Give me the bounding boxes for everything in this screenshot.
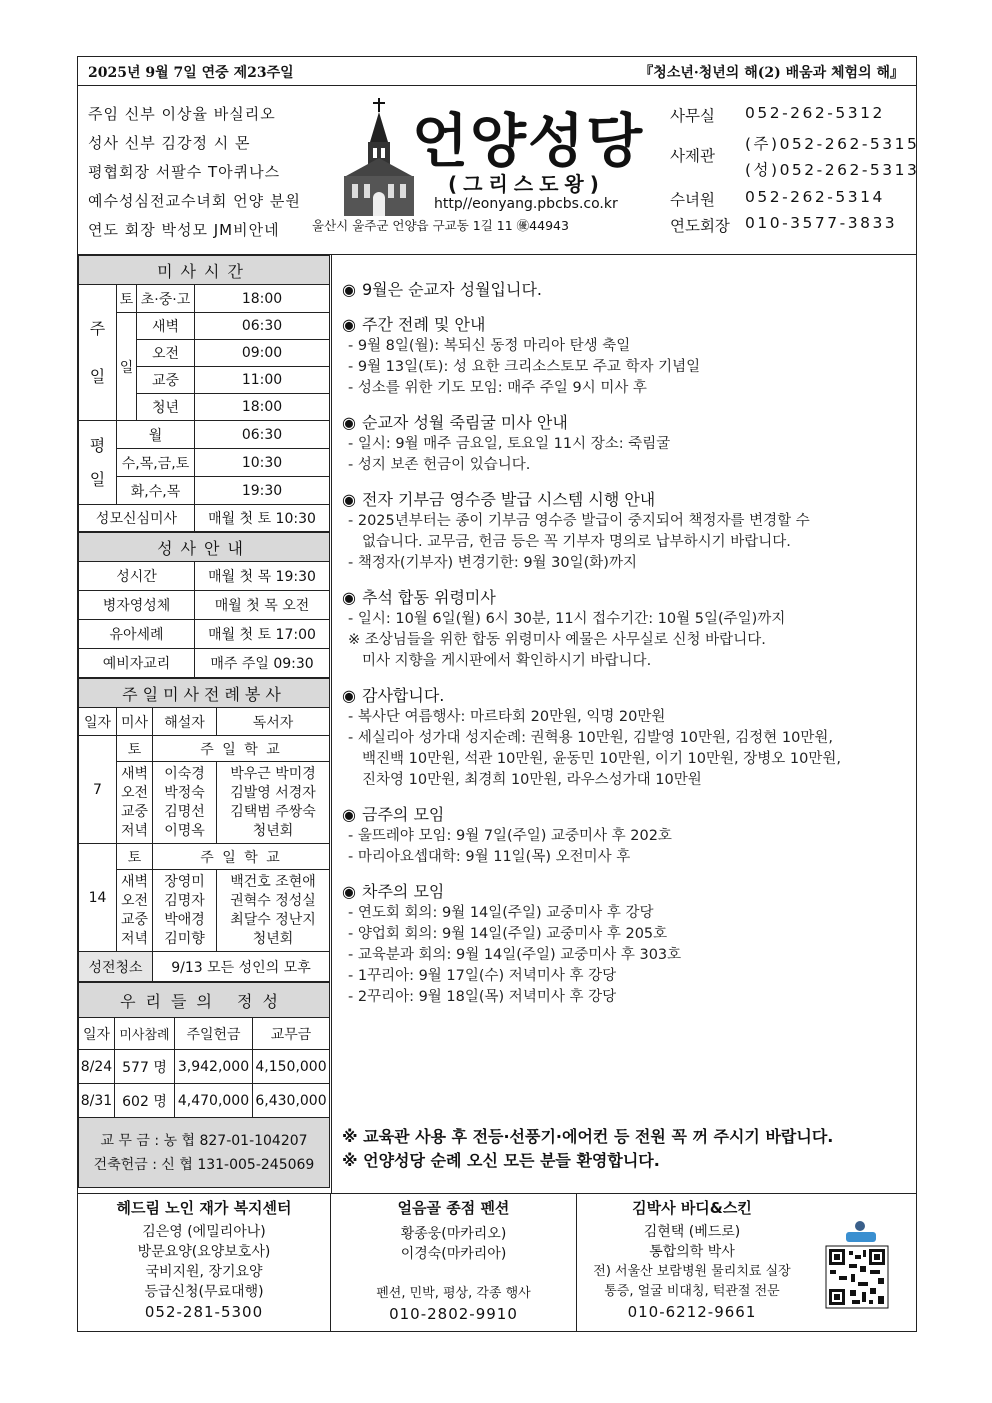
service-title: 주일미사전례봉사 xyxy=(79,679,330,708)
mass-time: 09:00 xyxy=(195,340,330,367)
announcement-heading xyxy=(342,489,912,511)
service-masses: 새벽 오전 교중 저녁 xyxy=(117,762,153,844)
ad-line: 통증, 얼굴 비대칭, 턱관절 전문 xyxy=(604,1284,780,1299)
sacrament-time: 매월 첫 토 17:00 xyxy=(195,620,330,649)
closing-note: ※ 교육관 사용 후 전등·선풍기·에어컨 등 전원 꼭 꺼 주시기 바랍니다. xyxy=(342,1127,834,1146)
offering-header: 미사참례 xyxy=(115,1018,175,1050)
church-url[interactable]: http//eonyang.pbcbs.co.kr xyxy=(434,196,618,212)
bullet-icon: ◉ xyxy=(342,315,356,334)
announcement-line: 없습니다. 교무금, 헌금 등은 꼭 기부자 명의로 납부하시기 바랍니다. xyxy=(362,534,791,550)
announcement-line: - 9월 8일(월): 복되신 동정 마리아 탄생 축일 xyxy=(348,338,631,354)
church-building-icon xyxy=(340,98,418,216)
announcement-line: - 연도회 회의: 9월 14일(주일) 교중미사 후 강당 xyxy=(348,905,654,921)
mass-name: 청년 xyxy=(137,394,195,421)
mass-schedule-title: 미사시간 xyxy=(79,256,330,285)
ad-phone: 010-6212-9661 xyxy=(627,1303,757,1321)
bank-accounts xyxy=(79,1118,330,1188)
bullet-icon: ◉ xyxy=(342,588,356,607)
announcement-line: - 복사단 여름행사: 마르타회 20만원, 익명 20만원 xyxy=(348,709,666,725)
service-readers xyxy=(217,762,330,844)
contact-label: 수녀원 xyxy=(670,191,715,209)
announcement-heading xyxy=(342,279,912,301)
service-header: 독서자 xyxy=(217,708,330,736)
announcement-title: 차주의 모임 xyxy=(362,882,445,901)
church-name: 언양성당 xyxy=(412,107,645,175)
contact-label: 연도회장 xyxy=(670,217,730,235)
service-header: 미사 xyxy=(117,708,153,736)
reader-line: 김발영 서경자 xyxy=(230,784,316,801)
service-masses: 새벽 오전 교중 저녁 xyxy=(117,870,153,952)
offering-sunday: 3,942,000 xyxy=(175,1050,253,1084)
announcement-list xyxy=(342,279,912,1008)
mass-name: 초·중·고 xyxy=(137,285,195,313)
left-column xyxy=(78,255,330,1188)
announcement-heading xyxy=(342,804,912,826)
mass-name: 월 xyxy=(117,421,195,449)
sacrament-title: 성사안내 xyxy=(79,533,330,562)
reader-line: 청년회 xyxy=(252,930,294,947)
ad-line: 국비지원, 장기요양 xyxy=(145,1264,263,1280)
sponsor-ads xyxy=(78,1193,916,1332)
announcement-line: - 책정자(기부자) 변경기한: 9월 30일(화)까지 xyxy=(348,555,637,571)
offering-date: 8/31 xyxy=(79,1084,115,1118)
bullet-icon: ◉ xyxy=(342,686,356,705)
top-banner xyxy=(78,57,916,86)
account-line: 교 무 금 : 농 협 827-01-104207 xyxy=(100,1132,308,1149)
church-subtitle: (그리스도왕) xyxy=(448,172,605,196)
contact-number: (주)052-262-5315 xyxy=(745,135,920,153)
service-header: 해설자 xyxy=(153,708,217,736)
ad-line: 황종웅(마카리오) xyxy=(400,1226,507,1242)
service-date: 14 xyxy=(79,844,117,952)
announcement-title: 추석 합동 위령미사 xyxy=(362,588,496,607)
header xyxy=(78,86,920,255)
mass-time: 매월 첫 토 10:30 xyxy=(195,505,330,532)
ad-line: 이경숙(마카리아) xyxy=(400,1246,507,1262)
service-commentators: 이숙경 박정숙 김명선 이명옥 xyxy=(153,762,217,844)
ad-line: 전) 서울산 보람병원 물리치료 실장 xyxy=(593,1264,791,1279)
cleaning-value: 9/13 모든 성인의 모후 xyxy=(153,952,330,982)
ad-line: 김은영 (에밀리아나) xyxy=(142,1224,266,1240)
offering-date: 8/24 xyxy=(79,1050,115,1084)
reader-line: 백건호 조현애 xyxy=(230,873,316,890)
mass-name: 성모신심미사 xyxy=(79,505,195,532)
announcement-heading xyxy=(342,587,912,609)
reader-line: 청년회 xyxy=(252,822,294,839)
contact-number: 010-3577-3833 xyxy=(745,214,898,232)
announcement-line: - 일시: 10월 6일(월) 6시 30분, 11시 접수기간: 10월 5일(주일)까지 xyxy=(348,611,786,627)
announcement-line: 백진백 10만원, 석관 10만원, 윤동민 10만원, 이기 10만원, 장병오 10만원, xyxy=(362,751,841,767)
bullet-icon: ◉ xyxy=(342,882,356,901)
offering-header: 교무금 xyxy=(253,1018,330,1050)
year-theme: 『청소년·청년의 해(2) 배움과 체험의 해』 xyxy=(639,65,904,81)
staff-line: 연도 회장 박성모 JM비안네 xyxy=(88,221,280,239)
announcements-column xyxy=(331,255,917,1193)
announcement-line: - 교육분과 회의: 9월 14일(주일) 교중미사 후 303호 xyxy=(348,947,682,963)
announcement-line: - 9월 13일(토): 성 요한 크리소스토모 주교 학자 기념일 xyxy=(348,359,701,375)
offering-table xyxy=(78,982,330,1188)
sacrament-name: 성시간 xyxy=(79,562,195,591)
contact-label: 사제관 xyxy=(670,147,715,165)
service-sat-value: 주 일 학 교 xyxy=(153,844,330,870)
ad-line: 펜션, 민박, 평상, 각종 행사 xyxy=(376,1286,531,1301)
mass-name: 화,수,목 xyxy=(117,477,195,505)
mass-name: 오전 xyxy=(137,340,195,367)
staff-line: 성사 신부 김강정 시 몬 xyxy=(88,134,251,152)
bullet-icon: ◉ xyxy=(342,280,356,299)
announcement-line: 진차영 10만원, 최경희 10만원, 라우스성가대 10만원 xyxy=(362,772,702,788)
service-sat: 토 xyxy=(117,844,153,870)
ad-phone: 010-2802-9910 xyxy=(389,1305,518,1323)
mass-time: 10:30 xyxy=(195,449,330,477)
mass-time: 18:00 xyxy=(195,285,330,313)
announcement-line: - 마리아요셉대학: 9월 11일(목) 오전미사 후 xyxy=(348,849,631,865)
closing-note: ※ 언양성당 순례 오신 모든 분들 환영합니다. xyxy=(342,1151,660,1170)
contact-number: 052-262-5314 xyxy=(745,188,885,206)
mass-name: 교중 xyxy=(137,367,195,394)
sacrament-time: 매주 주일 09:30 xyxy=(195,649,330,678)
ad-body-skin xyxy=(577,1194,807,1332)
ad-title: 얼음골 종점 펜션 xyxy=(397,1199,510,1217)
reader-line: 최달수 정난지 xyxy=(230,911,316,928)
sacrament-time: 매월 첫 목 19:30 xyxy=(195,562,330,591)
contact-label: 사무실 xyxy=(670,107,715,125)
offering-header: 일자 xyxy=(79,1018,115,1050)
service-sat-value: 주 일 학 교 xyxy=(153,736,330,762)
announcement-heading xyxy=(342,314,912,336)
ad-line xyxy=(331,1264,576,1284)
staff-line: 주임 신부 이상율 바실리오 xyxy=(88,105,276,123)
service-readers xyxy=(217,870,330,952)
saturday-day: 토 xyxy=(117,285,137,313)
mass-time: 18:00 xyxy=(195,394,330,421)
reader-line: 김택범 주쌍숙 xyxy=(230,803,316,820)
sacrament-name: 병자영성체 xyxy=(79,591,195,620)
announcement-line: - 성지 보존 헌금이 있습니다. xyxy=(348,457,531,473)
ad-welfare-center xyxy=(78,1194,331,1332)
mass-name: 새벽 xyxy=(137,313,195,340)
account-line: 건축헌금 : 신 협 131-005-245069 xyxy=(93,1156,315,1173)
service-commentators: 장영미 김명자 박애경 김미향 xyxy=(153,870,217,952)
mass-name: 수,목,금,토 xyxy=(117,449,195,477)
staff-line: 평협회장 서팔수 T아퀴나스 xyxy=(88,163,281,181)
offering-header: 주일헌금 xyxy=(175,1018,253,1050)
mass-time: 06:30 xyxy=(195,313,330,340)
announcement-title: 전자 기부금 영수증 발급 시스템 시행 안내 xyxy=(362,490,656,509)
service-header: 일자 xyxy=(79,708,117,736)
offering-attendance: 602 명 xyxy=(115,1084,175,1118)
mass-time: 06:30 xyxy=(195,421,330,449)
sunday-sub-label: 일 xyxy=(117,313,137,421)
offering-sunday: 4,470,000 xyxy=(175,1084,253,1118)
sacrament-time: 매월 첫 목 오전 xyxy=(195,591,330,620)
sacrament-name: 유아세례 xyxy=(79,620,195,649)
bullet-icon: ◉ xyxy=(342,490,356,509)
mass-schedule-table xyxy=(78,255,330,532)
announcement-line: - 2025년부터는 종이 기부금 영수증 발급이 중지되어 책정자를 변경할 수 xyxy=(348,513,810,529)
reader-line: 권혁수 정성실 xyxy=(230,892,316,909)
ad-line: 김현택 (베드로) xyxy=(643,1224,741,1240)
service-date: 7 xyxy=(79,736,117,844)
qr-code-icon[interactable] xyxy=(822,1220,892,1310)
announcement-heading xyxy=(342,685,912,707)
announcement-line: 미사 지향을 게시판에서 확인하시기 바랍니다. xyxy=(362,653,652,669)
staff-list xyxy=(88,100,338,245)
cleaning-label: 성전청소 xyxy=(79,952,153,982)
bulletin-date: 2025년 9월 7일 연중 제23주일 xyxy=(88,65,294,81)
bullet-icon: ◉ xyxy=(342,413,356,432)
announcement-line: - 1꾸리아: 9월 17일(수) 저녁미사 후 강당 xyxy=(348,968,617,984)
announcement-line: - 세실리아 성가대 성지순례: 권혁용 10만원, 김발영 10만원, 김정현 10만원, xyxy=(348,730,833,746)
contact-number: (성)052-262-5313 xyxy=(745,161,920,179)
announcement-title: 감사합니다. xyxy=(362,686,445,705)
announcement-title: 9월은 순교자 성월입니다. xyxy=(362,280,542,299)
offering-tithe: 4,150,000 xyxy=(253,1050,330,1084)
service-sat: 토 xyxy=(117,736,153,762)
mass-time: 19:30 xyxy=(195,477,330,505)
mass-time: 11:00 xyxy=(195,367,330,394)
liturgy-service-table xyxy=(78,678,330,982)
announcement-line: - 2꾸리아: 9월 18일(목) 저녁미사 후 강당 xyxy=(348,989,617,1005)
announcement-line: ※ 조상님들을 위한 합동 위령미사 예물은 사무실로 신청 바랍니다. xyxy=(348,632,766,648)
weekday-label: 평 일 xyxy=(79,421,117,505)
announcement-line: - 양업회 회의: 9월 14일(주일) 교중미사 후 205호 xyxy=(348,926,668,942)
announcement-title: 금주의 모임 xyxy=(362,805,445,824)
church-address: 울산시 울주군 언양읍 구교동 1길 11 ㊝44943 xyxy=(312,218,569,233)
offering-attendance: 577 명 xyxy=(115,1050,175,1084)
announcement-title: 주간 전례 및 안내 xyxy=(362,315,486,334)
ad-line: 등급신청(무료대행) xyxy=(144,1284,264,1300)
ad-phone: 052-281-5300 xyxy=(144,1303,264,1321)
bulletin-page xyxy=(77,56,920,1332)
reader-line: 박우근 박미경 xyxy=(230,765,316,782)
sacrament-name: 예비자교리 xyxy=(79,649,195,678)
announcement-heading xyxy=(342,881,912,903)
contact-number: 052-262-5312 xyxy=(745,104,885,122)
announcement-line: - 울뜨레야 모임: 9월 7일(주일) 교중미사 후 202호 xyxy=(348,828,672,844)
ad-line: 통합의학 박사 xyxy=(649,1244,735,1260)
ad-pension xyxy=(331,1194,577,1332)
sunday-label: 주 일 xyxy=(79,285,117,421)
offering-title: 우리들의 정성 xyxy=(79,983,330,1018)
ad-line: 방문요양(요양보호사) xyxy=(137,1244,271,1260)
ad-title: 헤드림 노인 재가 복지센터 xyxy=(116,1199,292,1217)
announcement-title: 순교자 성월 죽림굴 미사 안내 xyxy=(362,413,568,432)
announcement-heading xyxy=(342,412,912,434)
announcement-line: - 일시: 9월 매주 금요일, 토요일 11시 장소: 죽림굴 xyxy=(348,436,671,452)
sacrament-table xyxy=(78,532,330,678)
bullet-icon: ◉ xyxy=(342,805,356,824)
staff-line: 예수성심전교수녀회 언양 분원 xyxy=(88,192,301,210)
announcement-line: - 성소를 위한 기도 모임: 매주 주일 9시 미사 후 xyxy=(348,380,647,396)
church-logo-block xyxy=(312,92,670,252)
closing-notes xyxy=(342,1125,917,1173)
offering-tithe: 6,430,000 xyxy=(253,1084,330,1118)
ad-title: 김박사 바디&스킨 xyxy=(632,1199,752,1217)
